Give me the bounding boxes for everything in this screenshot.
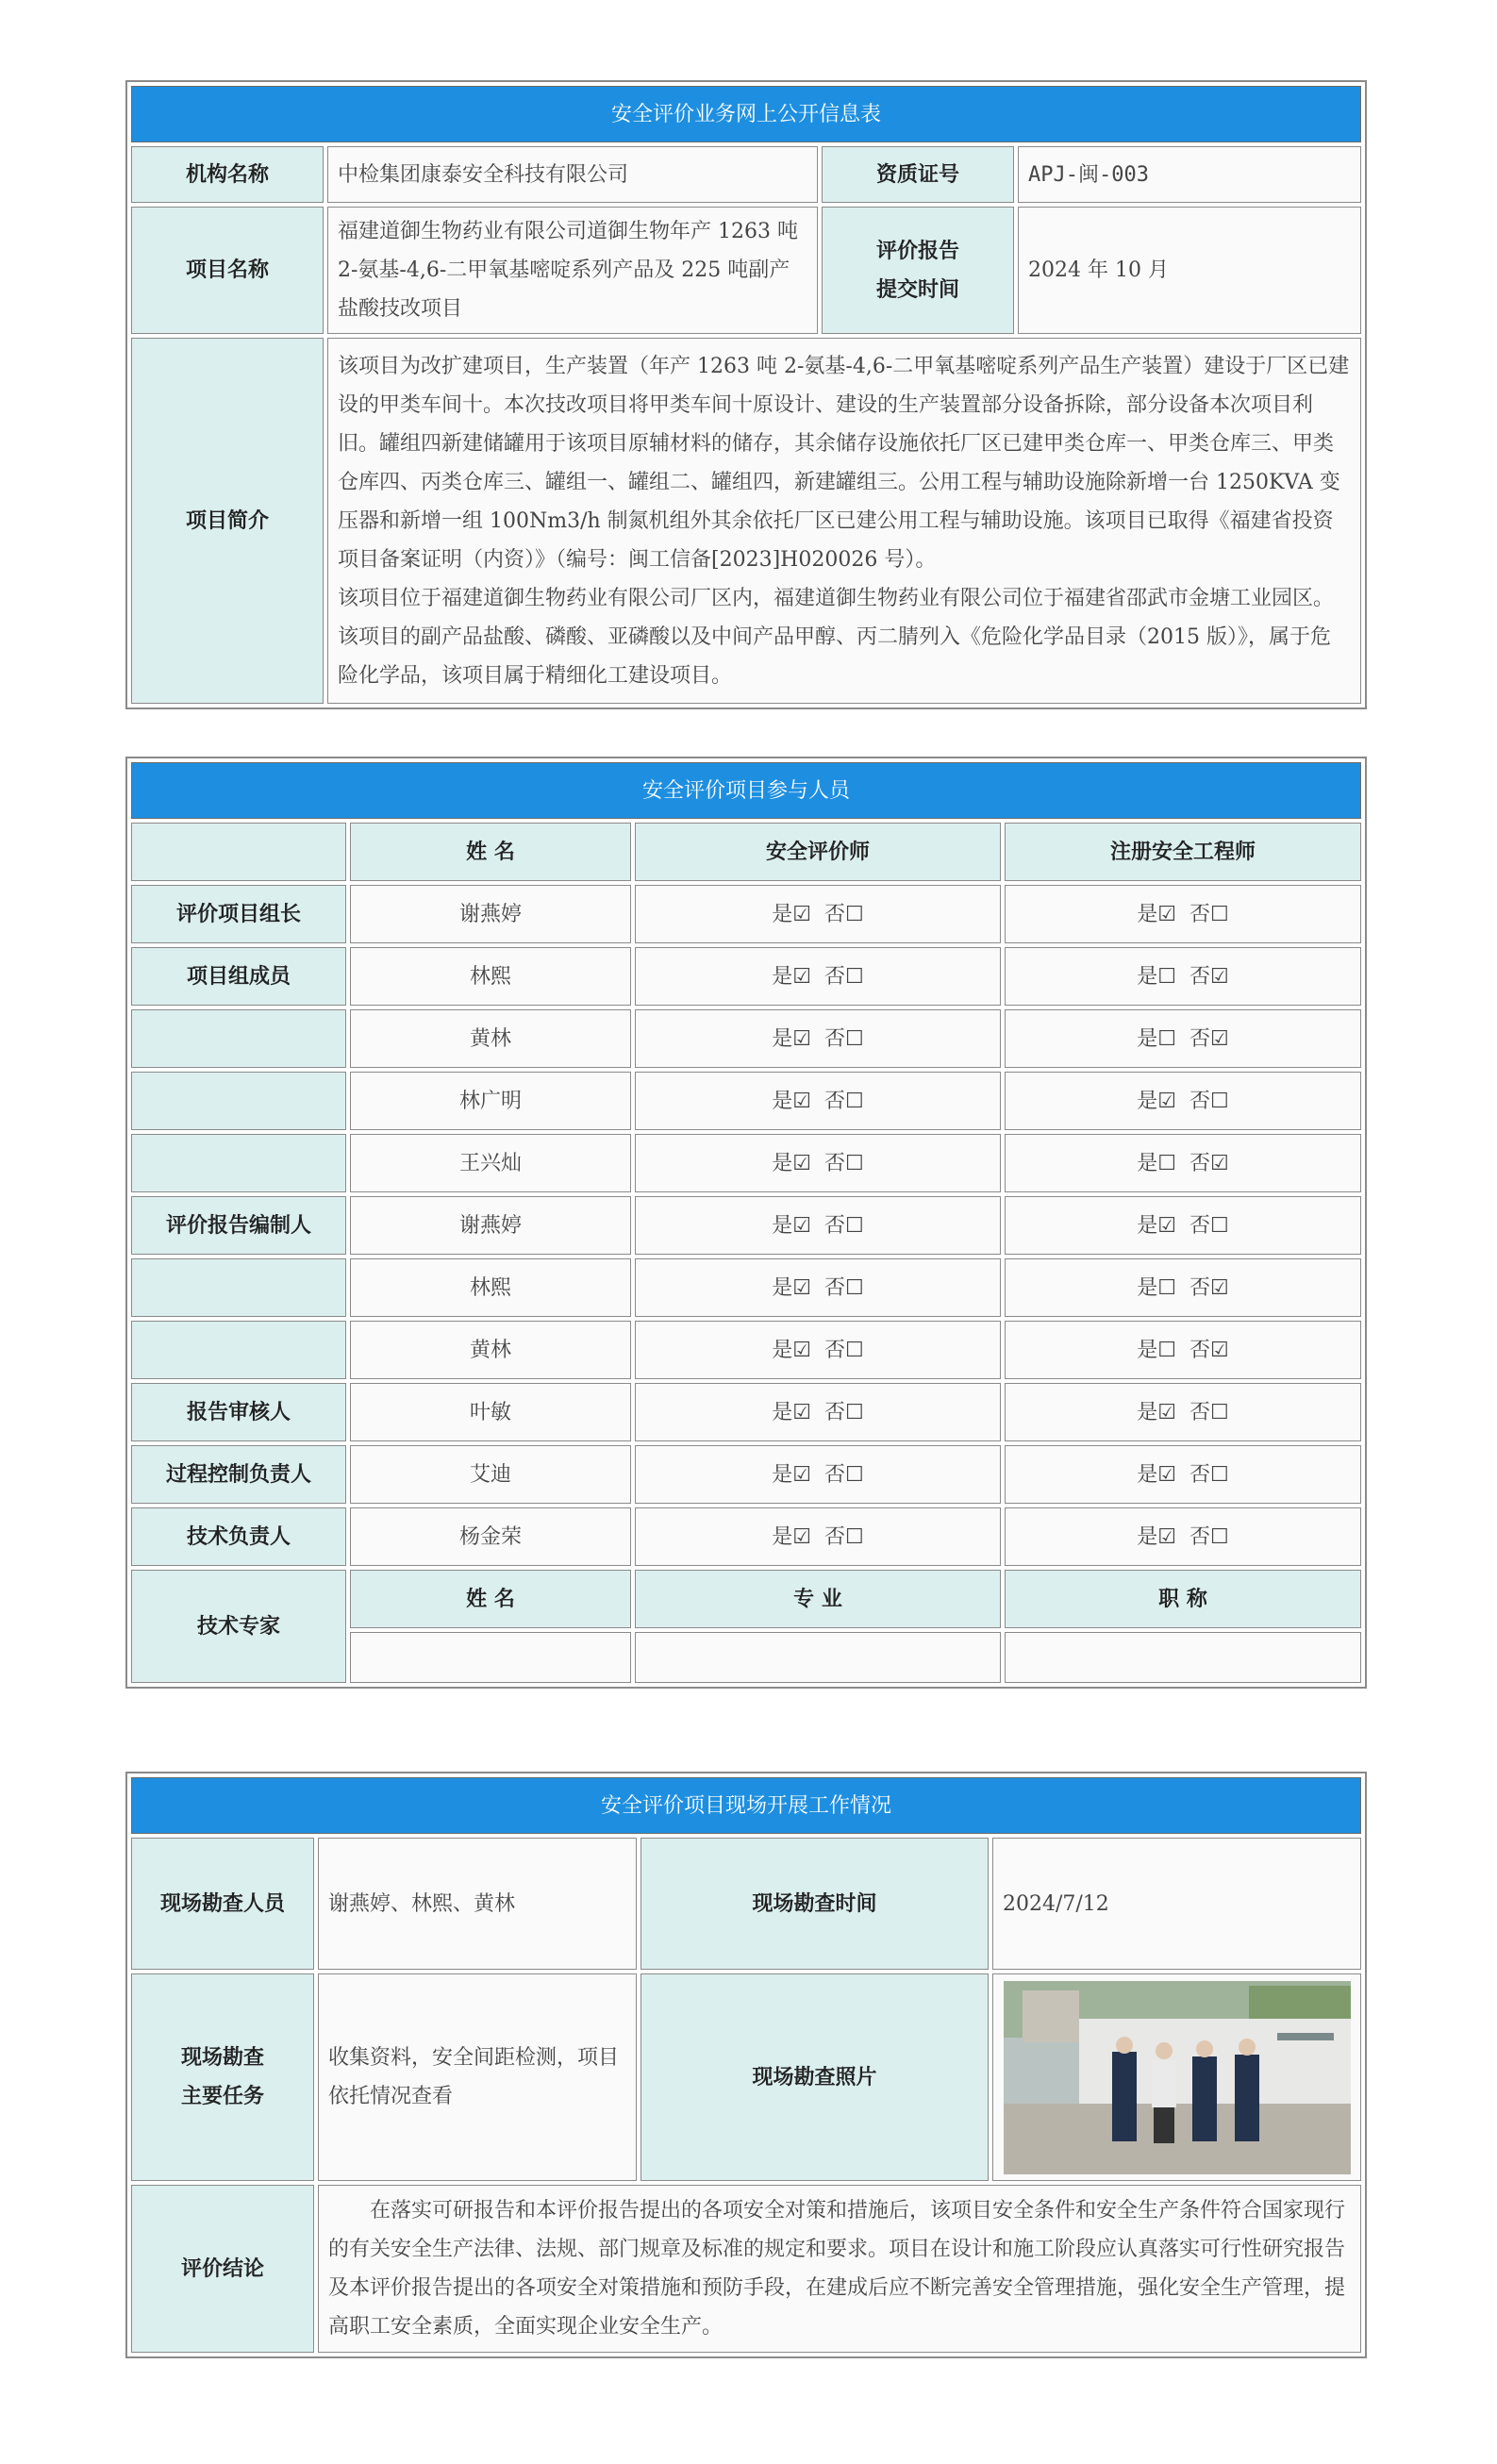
personnel-row [131, 947, 1361, 1006]
engineer-check: 是☑ 否☐ [1005, 1196, 1361, 1255]
evaluator-check: 是☑ 否☐ [635, 1321, 1001, 1379]
site-photo-cell [992, 1973, 1361, 2181]
personnel-role: 报告审核人 [131, 1383, 346, 1441]
conclusion-value: 在落实可研报告和本评价报告提出的各项安全对策和措施后，该项目安全条件和安全生产条件符合国家现行的有关安全生产法律、法规、部门规章及标准的规定和要求。项目在设计和施工阶段应认真落实可行性研究报告及本评价报告提出的各项安全对策措施和预防手段，在建成后应不断完善安全管理措施，强化安全生产管理，提高职工安全素质，全面实现企业安全生产。 [318, 2185, 1361, 2353]
engineer-check: 是☑ 否☐ [1005, 1445, 1361, 1504]
personnel-name: 谢燕婷 [350, 885, 631, 943]
submit-time-value: 2024 年 10 月 [1018, 207, 1361, 334]
col-name-header: 姓 名 [350, 823, 631, 881]
org-label: 机构名称 [131, 146, 324, 203]
personnel-row [131, 1383, 1361, 1441]
engineer-check: 是☐ 否☑ [1005, 947, 1361, 1006]
personnel-role [131, 1258, 346, 1317]
personnel-name: 叶敏 [350, 1383, 631, 1441]
personnel-name: 艾迪 [350, 1445, 631, 1504]
personnel-row [131, 1009, 1361, 1068]
task-label-line2: 主要任务 [180, 2084, 264, 2108]
personnel-row [131, 1321, 1361, 1379]
survey-people-value: 谢燕婷、林熙、黄林 [318, 1838, 637, 1970]
engineer-check: 是☐ 否☑ [1005, 1258, 1361, 1317]
engineer-check: 是☑ 否☐ [1005, 1507, 1361, 1566]
site-work-table-title: 安全评价项目现场开展工作情况 [131, 1777, 1361, 1834]
task-value: 收集资料，安全间距检测，项目依托情况查看 [318, 1973, 637, 2181]
personnel-name: 谢燕婷 [350, 1196, 631, 1255]
survey-people-label: 现场勘查人员 [131, 1838, 314, 1970]
submit-time-label-line2: 提交时间 [875, 276, 959, 302]
expert-label: 技术专家 [131, 1570, 346, 1683]
col-engineer-header: 注册安全工程师 [1005, 823, 1361, 881]
personnel-row [131, 1134, 1361, 1192]
personnel-role [131, 1072, 346, 1130]
personnel-row [131, 1445, 1361, 1504]
evaluator-check: 是☑ 否☐ [635, 1445, 1001, 1504]
personnel-row [131, 1196, 1361, 1255]
personnel-table-title: 安全评价项目参与人员 [131, 762, 1361, 819]
cert-value: APJ-闽-003 [1018, 146, 1361, 203]
personnel-name: 黄林 [350, 1321, 631, 1379]
submit-time-label-line1: 评价报告 [875, 238, 959, 263]
personnel-name: 杨金荣 [350, 1507, 631, 1566]
evaluator-check: 是☑ 否☐ [635, 1134, 1001, 1192]
evaluator-check: 是☑ 否☐ [635, 947, 1001, 1006]
personnel-role: 技术负责人 [131, 1507, 346, 1566]
personnel-corner-cell [131, 823, 346, 881]
personnel-name: 林熙 [350, 1258, 631, 1317]
evaluator-check: 是☑ 否☐ [635, 1258, 1001, 1317]
engineer-check: 是☐ 否☑ [1005, 1009, 1361, 1068]
personnel-table [125, 757, 1367, 1689]
personnel-name: 黄林 [350, 1009, 631, 1068]
expert-col-title: 职 称 [1005, 1570, 1361, 1628]
personnel-role [131, 1134, 346, 1192]
survey-time-value: 2024/7/12 [992, 1838, 1361, 1970]
cert-label: 资质证号 [822, 146, 1014, 203]
expert-col-major: 专 业 [635, 1570, 1001, 1628]
personnel-role [131, 1009, 346, 1068]
personnel-name: 林熙 [350, 947, 631, 1006]
evaluator-check: 是☑ 否☐ [635, 1196, 1001, 1255]
col-evaluator-header: 安全评价师 [635, 823, 1001, 881]
evaluator-check: 是☑ 否☐ [635, 885, 1001, 943]
evaluator-check: 是☑ 否☐ [635, 1383, 1001, 1441]
task-label-line1: 现场勘查 [180, 2045, 264, 2070]
info-table [125, 80, 1367, 709]
project-name-label: 项目名称 [131, 207, 324, 334]
survey-time-label: 现场勘查时间 [640, 1838, 989, 1970]
personnel-row [131, 1258, 1361, 1317]
engineer-check: 是☐ 否☑ [1005, 1134, 1361, 1192]
info-table-title: 安全评价业务网上公开信息表 [131, 86, 1361, 142]
engineer-check: 是☑ 否☐ [1005, 1383, 1361, 1441]
site-work-table [125, 1772, 1367, 2358]
intro-label: 项目简介 [131, 338, 324, 704]
personnel-name: 林广明 [350, 1072, 631, 1130]
engineer-check: 是☐ 否☑ [1005, 1321, 1361, 1379]
site-photo [1004, 1981, 1351, 2174]
expert-major-cell [635, 1632, 1001, 1683]
engineer-check: 是☑ 否☐ [1005, 885, 1361, 943]
intro-paragraph-1: 该项目为改扩建项目，生产装置（年产 1263 吨 2-氨基-4,6-二甲氧基嘧啶系列产品生产装置）建设于厂区已建设的甲类车间十。本次技改项目将甲类车间十原设计、建设的生产装置部分设备拆除，部分设备本次项目利旧。罐组四新建储罐用于该项目原辅材料的储存，其余储存设施依托厂区已建甲类仓库一、甲类仓库三、甲类仓库四、丙类仓库三、罐组一、罐组二、罐组四，新建罐组三。公用工程与辅助设施除新增一台 1250KVA 变压器和新增一组 100Nm3/h 制氮机组外其余依托厂区已建公用工程与辅助设施。该项目已取得《福建省投资项目备案证明（内资）》（编号：闽工信备[2023]H020026 号）。 [338, 354, 1350, 572]
personnel-role: 过程控制负责人 [131, 1445, 346, 1504]
personnel-name: 王兴灿 [350, 1134, 631, 1192]
evaluator-check: 是☑ 否☐ [635, 1009, 1001, 1068]
conclusion-label: 评价结论 [131, 2185, 314, 2353]
expert-name-cell [350, 1632, 631, 1683]
evaluator-check: 是☑ 否☐ [635, 1507, 1001, 1566]
expert-col-name: 姓 名 [350, 1570, 631, 1628]
submit-time-label [822, 207, 1014, 334]
org-value: 中检集团康泰安全科技有限公司 [327, 146, 818, 203]
task-label [131, 1973, 314, 2181]
personnel-row [131, 1072, 1361, 1130]
personnel-role: 项目组成员 [131, 947, 346, 1006]
photo-label: 现场勘查照片 [640, 1973, 989, 2181]
personnel-role: 评价项目组长 [131, 885, 346, 943]
personnel-row [131, 885, 1361, 943]
personnel-role: 评价报告编制人 [131, 1196, 346, 1255]
project-name-value: 福建道御生物药业有限公司道御生物年产 1263 吨 2-氨基-4,6-二甲氧基嘧啶系列产品及 225 吨副产盐酸技改项目 [327, 207, 818, 334]
personnel-row [131, 1507, 1361, 1566]
engineer-check: 是☑ 否☐ [1005, 1072, 1361, 1130]
intro-value [327, 338, 1361, 704]
evaluator-check: 是☑ 否☐ [635, 1072, 1001, 1130]
expert-title-cell [1005, 1632, 1361, 1683]
intro-paragraph-2: 该项目位于福建道御生物药业有限公司厂区内，福建道御生物药业有限公司位于福建省邵武市金塘工业园区。该项目的副产品盐酸、磷酸、亚磷酸以及中间产品甲醇、丙二腈列入《危险化学品目录（2015 版）》，属于危险化学品，该项目属于精细化工建设项目。 [338, 586, 1335, 688]
personnel-role [131, 1321, 346, 1379]
